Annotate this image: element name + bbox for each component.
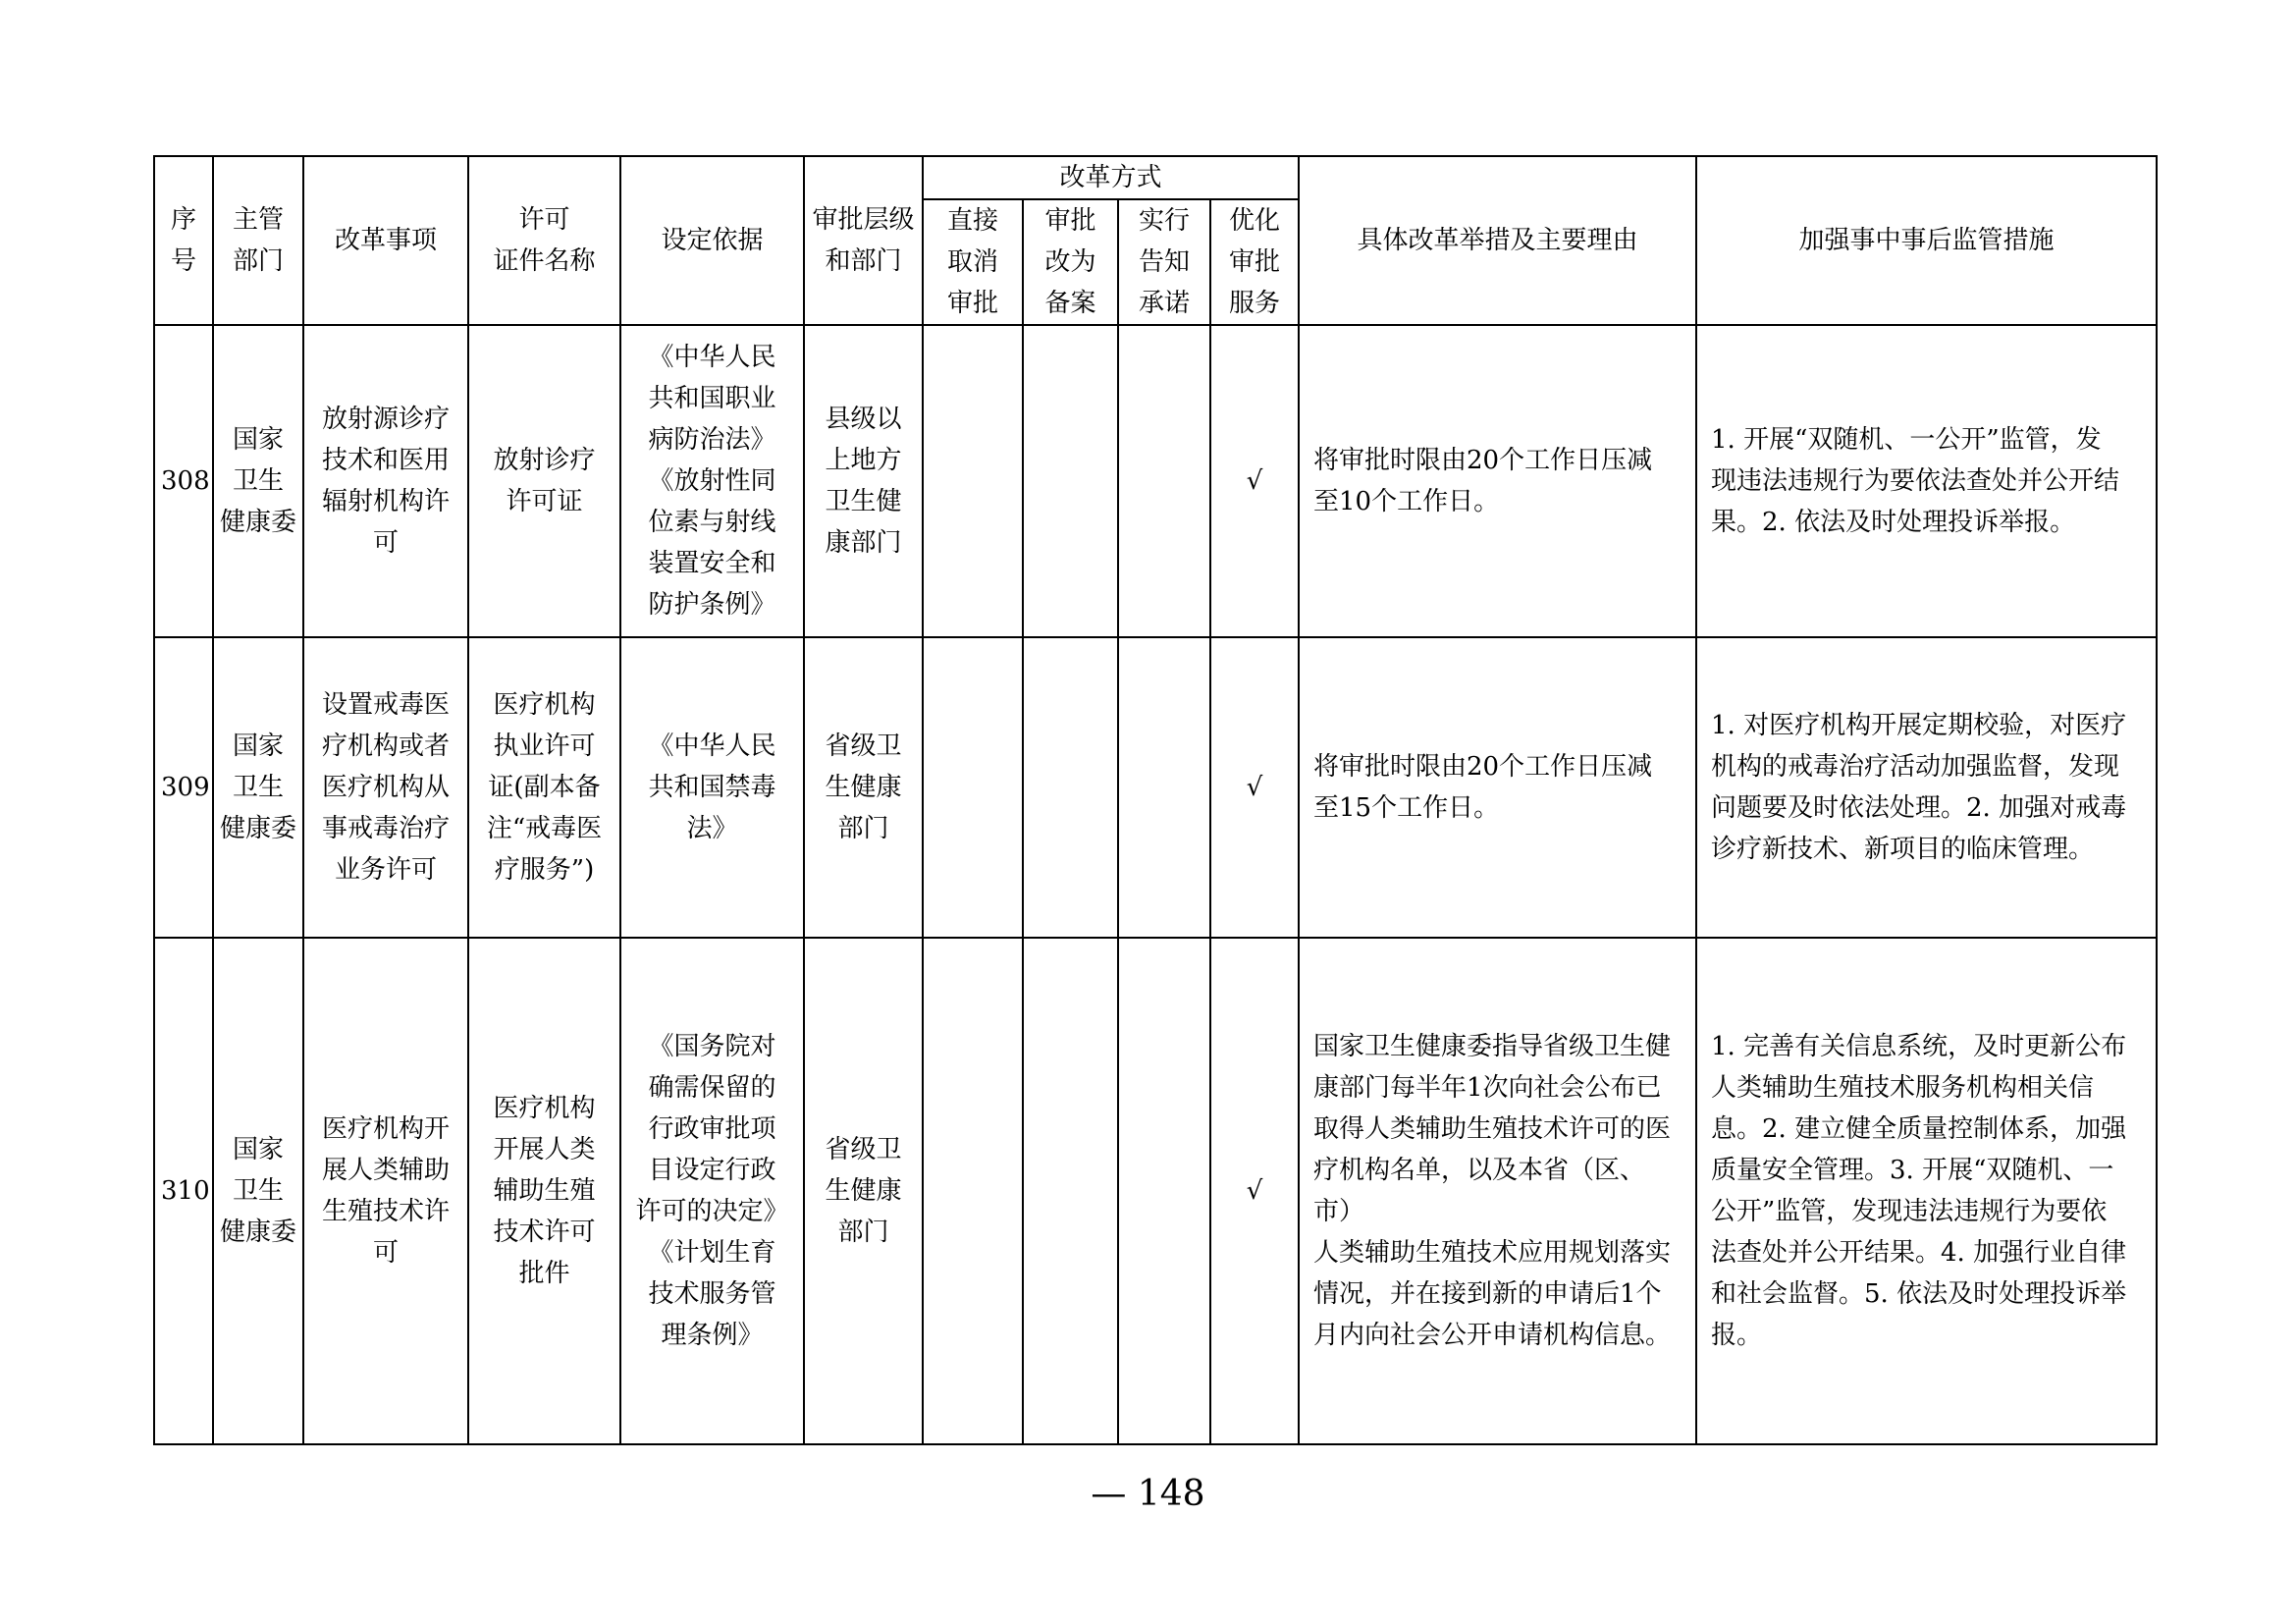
cell-level: 省级卫 生健康 部门 [804, 938, 923, 1444]
header-item: 改革事项 [303, 156, 468, 325]
header-license: 许可 证件名称 [468, 156, 620, 325]
table-header [154, 156, 2157, 325]
cell-dept: 国家 卫生 健康委 [213, 938, 303, 1444]
cell-optimize-check: √ [1210, 637, 1299, 938]
cell-cancel [923, 938, 1023, 1444]
cell-filing [1023, 325, 1118, 637]
cell-basis: 《国务院对 确需保留的 行政审批项 目设定行政 许可的决定》 《计划生育 技术服务管 理条例》 [620, 938, 804, 1444]
cell-optimize-check: √ [1210, 325, 1299, 637]
header-basis: 设定依据 [620, 156, 804, 325]
header-seq: 序 号 [154, 156, 213, 325]
cell-seq: 308 [154, 325, 213, 637]
cell-commit [1118, 325, 1210, 637]
cell-level: 省级卫 生健康 部门 [804, 637, 923, 938]
cell-measures: 将审批时限由20个工作日压减 至10个工作日。 [1299, 325, 1696, 637]
cell-item: 设置戒毒医 疗机构或者 医疗机构从 事戒毒治疗 业务许可 [303, 637, 468, 938]
header-supervision: 加强事中事后监管措施 [1696, 156, 2157, 325]
header-filing: 审批 改为 备案 [1023, 199, 1118, 325]
cell-license: 医疗机构 执业许可 证(副本备 注“戒毒医 疗服务”) [468, 637, 620, 938]
cell-item: 医疗机构开 展人类辅助 生殖技术许 可 [303, 938, 468, 1444]
table-row [154, 637, 2157, 938]
cell-basis: 《中华人民 共和国职业 病防治法》 《放射性同 位素与射线 装置安全和 防护条例》 [620, 325, 804, 637]
cell-seq: 310 [154, 938, 213, 1444]
header-reform-group: 改革方式 [923, 156, 1299, 199]
cell-cancel [923, 325, 1023, 637]
cell-measures: 国家卫生健康委指导省级卫生健 康部门每半年1次向社会公布已 取得人类辅助生殖技术许可的医 疗机构名单，以及本省（区、市） 人类辅助生殖技术应用规划落实 情况，并在接到新的申请后1个 月内向社会公开申请机构信息。 [1299, 938, 1696, 1444]
cell-filing [1023, 938, 1118, 1444]
cell-filing [1023, 637, 1118, 938]
cell-optimize-check: √ [1210, 938, 1299, 1444]
cell-dept: 国家 卫生 健康委 [213, 637, 303, 938]
cell-dept: 国家 卫生 健康委 [213, 325, 303, 637]
header-commit: 实行 告知 承诺 [1118, 199, 1210, 325]
cell-supervision: 1. 对医疗机构开展定期校验，对医疗 机构的戒毒治疗活动加强监督，发现 问题要及时依法处理。2. 加强对戒毒 诊疗新技术、新项目的临床管理。 [1696, 637, 2157, 938]
cell-commit [1118, 637, 1210, 938]
page-number: — 148 [1091, 1474, 1205, 1514]
cell-license: 医疗机构 开展人类 辅助生殖 技术许可 批件 [468, 938, 620, 1444]
header-measures: 具体改革举措及主要理由 [1299, 156, 1696, 325]
cell-seq: 309 [154, 637, 213, 938]
header-dept: 主管 部门 [213, 156, 303, 325]
table-row [154, 938, 2157, 1444]
cell-license: 放射诊疗 许可证 [468, 325, 620, 637]
cell-item: 放射源诊疗 技术和医用 辐射机构许 可 [303, 325, 468, 637]
reform-items-table [153, 155, 2158, 1445]
cell-supervision: 1. 开展“双随机、一公开”监管，发 现违法违规行为要依法查处并公开结 果。2. 依法及时处理投诉举报。 [1696, 325, 2157, 637]
header-optimize: 优化 审批 服务 [1210, 199, 1299, 325]
header-cancel: 直接 取消 审批 [923, 199, 1023, 325]
table-row [154, 325, 2157, 637]
cell-commit [1118, 938, 1210, 1444]
cell-cancel [923, 637, 1023, 938]
header-level: 审批层级 和部门 [804, 156, 923, 325]
cell-basis: 《中华人民 共和国禁毒 法》 [620, 637, 804, 938]
cell-measures: 将审批时限由20个工作日压减 至15个工作日。 [1299, 637, 1696, 938]
cell-level: 县级以 上地方 卫生健 康部门 [804, 325, 923, 637]
cell-supervision: 1. 完善有关信息系统，及时更新公布 人类辅助生殖技术服务机构相关信 息。2. 建立健全质量控制体系，加强 质量安全管理。3. 开展“双随机、一 公开”监管，发现违法违规行为要依 法查处并公开结果。4. 加强行业自律 和社会监督。5. 依法及时处理投诉举 报。 [1696, 938, 2157, 1444]
